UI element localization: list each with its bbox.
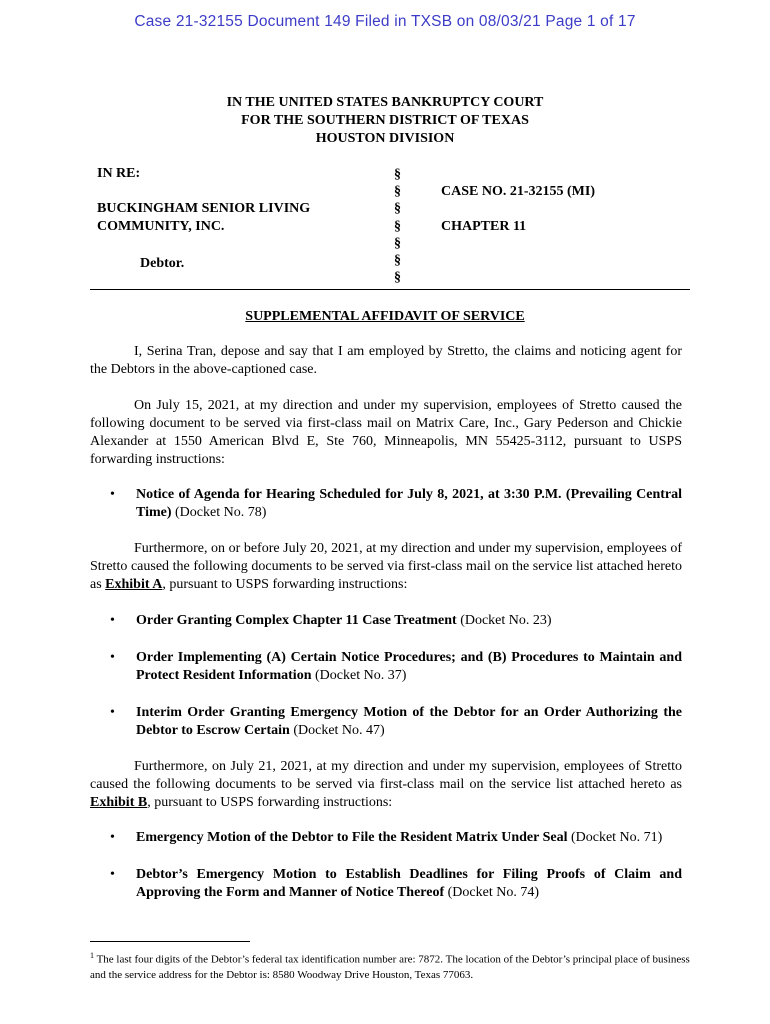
in-re-label: IN RE: [97, 166, 141, 181]
bullet-icon: • [110, 650, 115, 665]
paragraph-intro: I, Serina Tran, depose and say that I am employed by Stretto, the claims and noticing agent for the Debtors in the above-captioned case. [90, 344, 682, 377]
section-mark: § [394, 184, 401, 200]
paragraph-july15: On July 15, 2021, at my direction and under my supervision, employees of Stretto caused the following document to be served via first-class mail on Matrix Care, Inc., Gary Pederson and Chickie Alexander at 1550 American Blvd E, Ste 760, Minneapolis, MN 55425-3112, pursuant to USPS forwarding instructions: [90, 398, 682, 467]
section-mark: § [394, 235, 401, 251]
court-name: IN THE UNITED STATES BANKRUPTCY COURT [226, 95, 544, 110]
debtor-name-line1: BUCKINGHAM SENIOR LIVING [97, 201, 311, 216]
document-title: SUPPLEMENTAL AFFIDAVIT OF SERVICE [245, 309, 525, 324]
debtor-name-line2: COMMUNITY, INC. [97, 219, 225, 234]
caption-rule [90, 289, 690, 290]
section-mark: § [394, 201, 401, 217]
bullet-icon: • [110, 830, 115, 845]
section-mark: § [394, 270, 401, 286]
section-mark: § [394, 218, 401, 234]
court-division: HOUSTON DIVISION [315, 131, 455, 146]
filing-stamp: Case 21-32155 Document 149 Filed in TXSB on 08/03/21 Page 1 of 17 [134, 13, 636, 30]
debtor-label: Debtor. [140, 256, 185, 271]
exhibit-a-ref: Exhibit A [105, 577, 163, 592]
court-header [0, 94, 770, 148]
exhibit-b-ref: Exhibit B [90, 795, 148, 810]
section-mark: § [394, 253, 401, 269]
bullet-icon: • [110, 867, 115, 882]
bullet-icon: • [110, 705, 115, 720]
case-number: CASE NO. 21-32155 (MI) [441, 184, 595, 199]
paragraph-july21: Furthermore, on July 21, 2021, at my direction and under my supervision, employees of Stretto caused the following documents to be served via first-class mail on the service list attached hereto as Exhibit B, pursuant to USPS forwarding instructions: [90, 759, 682, 810]
bullet-icon: • [110, 487, 115, 502]
chapter-label: CHAPTER 11 [441, 219, 527, 234]
section-marks-column [394, 166, 401, 286]
bullet-icon: • [110, 613, 115, 628]
footnote-rule [90, 941, 250, 942]
paragraph-july20: Furthermore, on or before July 20, 2021, at my direction and under my supervision, employees of Stretto caused the following documents to be served via first-class mail on the service list attached hereto as Exhibit A, pursuant to USPS forwarding instructions: [90, 541, 682, 592]
footnote: $^1$ The last four digits of the Debtor’s federal tax identification number are: 7872. The location of the Debtor’s principal place of business and the service address for the Debtor is: 8580 Woodway Drive Houston, Texas 77063. [90, 951, 690, 981]
section-mark: § [394, 167, 401, 182]
footnote-mark: 1 [90, 951, 94, 960]
court-district: FOR THE SOUTHERN DISTRICT OF TEXAS [241, 113, 529, 128]
